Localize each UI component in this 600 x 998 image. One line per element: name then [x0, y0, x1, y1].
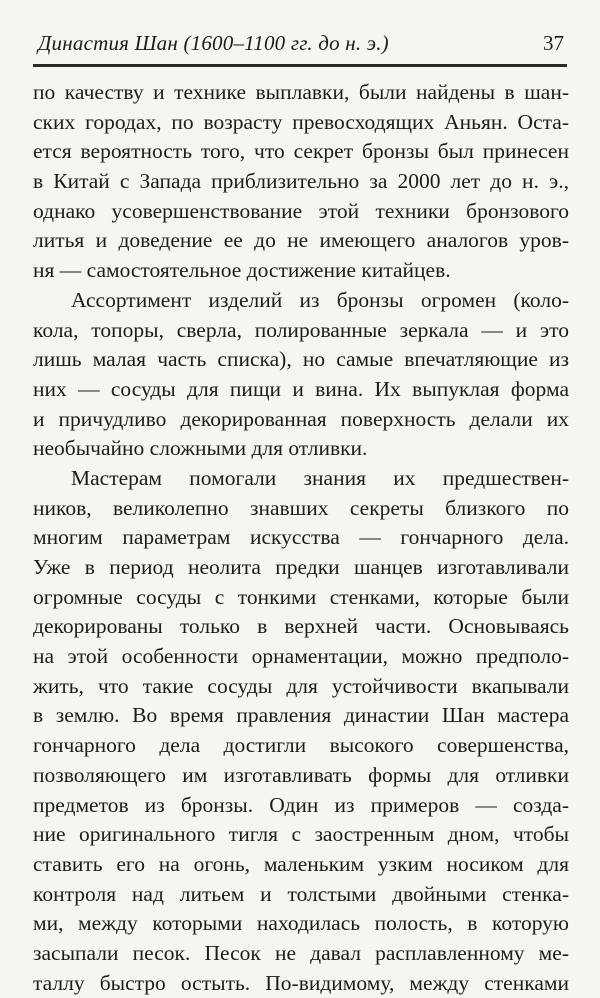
text-line: ние оригинального тигля с заостренным дном, чтобы [33, 822, 569, 847]
running-title: Династия Шан (1600–1100 гг. до н. э.) [38, 31, 389, 55]
text-line: по качеству и технике выплавки, были найдены в шан- [33, 80, 569, 104]
paragraph-first-line: Мастерам помогали знания их предшествен- [71, 465, 569, 490]
text-line: и причудливо декорированная поверхность делали их [33, 406, 569, 431]
text-line: ется вероятность того, что секрет бронзы был принесен [33, 139, 569, 164]
paragraph-first-line: Ассортимент изделий из бронзы огромен (коло- [71, 287, 569, 312]
text-line: ня — самостоятельное достижение китайцев. [33, 258, 451, 283]
text-line: таллу быстро остыть. По-видимому, между стенками [33, 970, 569, 995]
text-line: в землю. Во время правления династии Шан мастера [33, 703, 569, 728]
text-line: литья и доведение ее до не имеющего аналогов уров- [33, 228, 569, 253]
text-line: однако усовершенствование этой техники бронзового [33, 198, 569, 223]
text-line: засыпали песок. Песок не давал расплавленному ме- [33, 940, 569, 965]
header-rule [33, 64, 567, 67]
text-line: предметов из бронзы. Один из примеров — созда- [33, 792, 569, 817]
text-line: кола, топоры, сверла, полированные зеркала — и это [33, 317, 569, 342]
text-line: на этой особенности орнаментации, можно предполо- [33, 644, 569, 669]
text-line: Уже в период неолита предки шанцев изготавливали [33, 555, 569, 579]
running-header [38, 30, 566, 60]
text-line: многим параметрам искусства — гончарного дела. [33, 525, 569, 550]
text-line: них — сосуды для пищи и вина. Их выпуклая форма [33, 376, 569, 401]
text-line: лишь малая часть списка), но самые впечатляющие из [33, 347, 569, 372]
text-line: ставить его на огонь, маленьким узким носиком для [33, 851, 569, 876]
text-line: жить, что такие сосуды для устойчивости вкапывали [33, 673, 569, 698]
text-line: контроля над литьем и толстыми двойными стенка- [33, 881, 569, 906]
text-line: декорированы только в верхней части. Основываясь [33, 614, 569, 639]
text-line: ми, между которыми находилась полость, в которую [33, 911, 569, 936]
text-line: гончарного дела достигли высокого совершенства, [33, 733, 569, 758]
body-text [33, 78, 569, 998]
text-line: необычайно сложными для отливки. [33, 436, 368, 461]
page-number: 37 [543, 31, 564, 55]
text-line: в Китай с Запада приблизительно за 2000 лет до н. э., [33, 169, 569, 194]
text-line: ников, великолепно знавших секреты близкого по [33, 495, 569, 520]
text-line: позволяющего им изготавливать формы для отливки [33, 762, 569, 787]
text-line: огромные сосуды с тонкими стенками, которые были [33, 584, 569, 609]
text-line: ских городах, по возрасту превосходящих Аньян. Оста- [33, 109, 569, 134]
